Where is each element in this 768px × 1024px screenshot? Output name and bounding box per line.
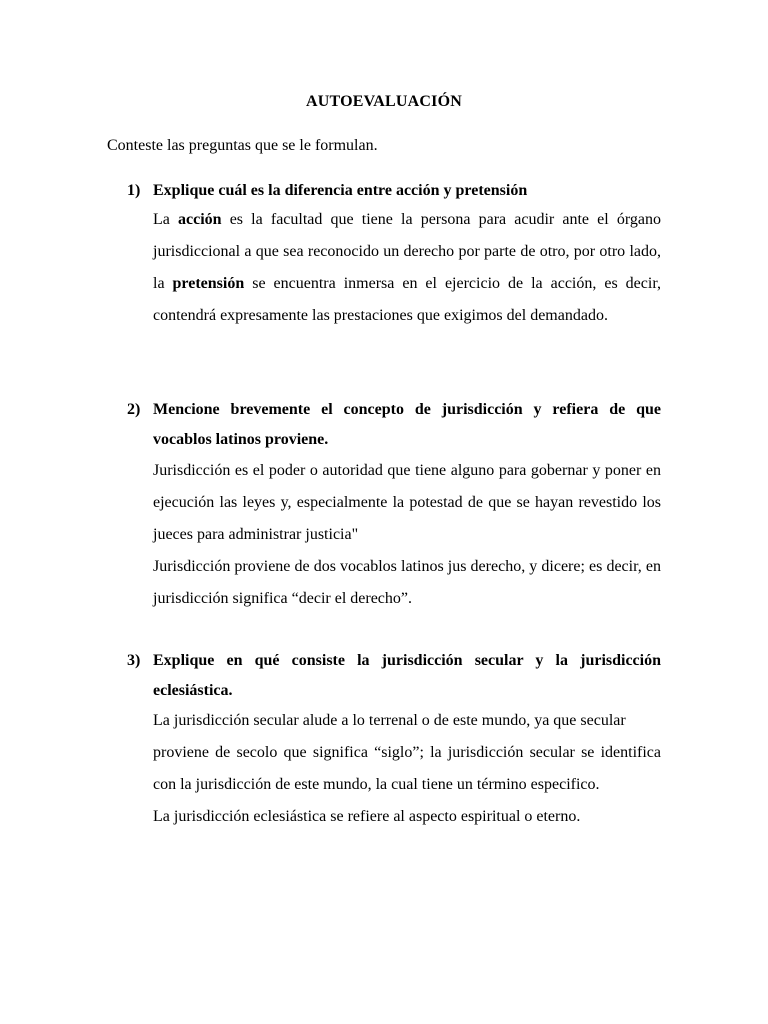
answer-3-paragraph-3: La jurisdicción eclesiástica se refiere al aspecto espiritual o eterno. <box>153 808 581 825</box>
answer-3 <box>153 705 661 833</box>
answer-2-paragraph-2: Jurisdicción proviene de dos vocablos latinos jus derecho, y dicere; es decir, en jurisdicción significa “decir el derecho”. <box>153 558 661 607</box>
term-pretension: pretensión <box>172 275 245 292</box>
answer-1-paragraph: La acción es la facultad que tiene la persona para acudir ante el órgano jurisdiccional a que sea reconocido un derecho por parte de otro, por otro lado, la pretensión se encuentra inmersa en el ejercicio de la acción, es decir, contendrá expresamente las prestaciones que exigimos del demandado. <box>153 211 662 324</box>
question-2 <box>127 395 661 455</box>
answer-3-paragraph-2: proviene de secolo que significa “siglo”; la jurisdicción secular se identifica con la jurisdicción de este mundo, la cual tiene un término especifico. <box>153 744 661 793</box>
question-3 <box>127 646 661 706</box>
question-2-number: 2) <box>127 401 141 418</box>
answer-2 <box>153 455 661 615</box>
question-1-number: 1) <box>127 182 141 199</box>
question-3-number: 3) <box>127 652 141 669</box>
question-2-text: Mencione brevemente el concepto de jurisdicción y refiera de que vocablos latinos proviene. <box>153 401 661 448</box>
question-1 <box>127 176 661 206</box>
question-1-text: Explique cuál es la diferencia entre acción y pretensión <box>153 182 528 199</box>
document-title: AUTOEVALUACIÓN <box>305 93 463 110</box>
answer-3-paragraph-1: La jurisdicción secular alude a lo terrenal o de este mundo, ya que secular <box>153 712 626 729</box>
answer-1 <box>153 204 661 332</box>
answer-2-paragraph-1: Jurisdicción es el poder o autoridad que tiene alguno para gobernar y poner en ejecución las leyes y, especialmente la potestad de que se hayan revestido los jueces para administrar justicia" <box>153 462 661 543</box>
instructions: Conteste las preguntas que se le formulan. <box>107 137 378 154</box>
term-accion: acción <box>178 211 222 228</box>
question-3-text: Explique en qué consiste la jurisdicción secular y la jurisdicción eclesiástica. <box>153 652 661 699</box>
